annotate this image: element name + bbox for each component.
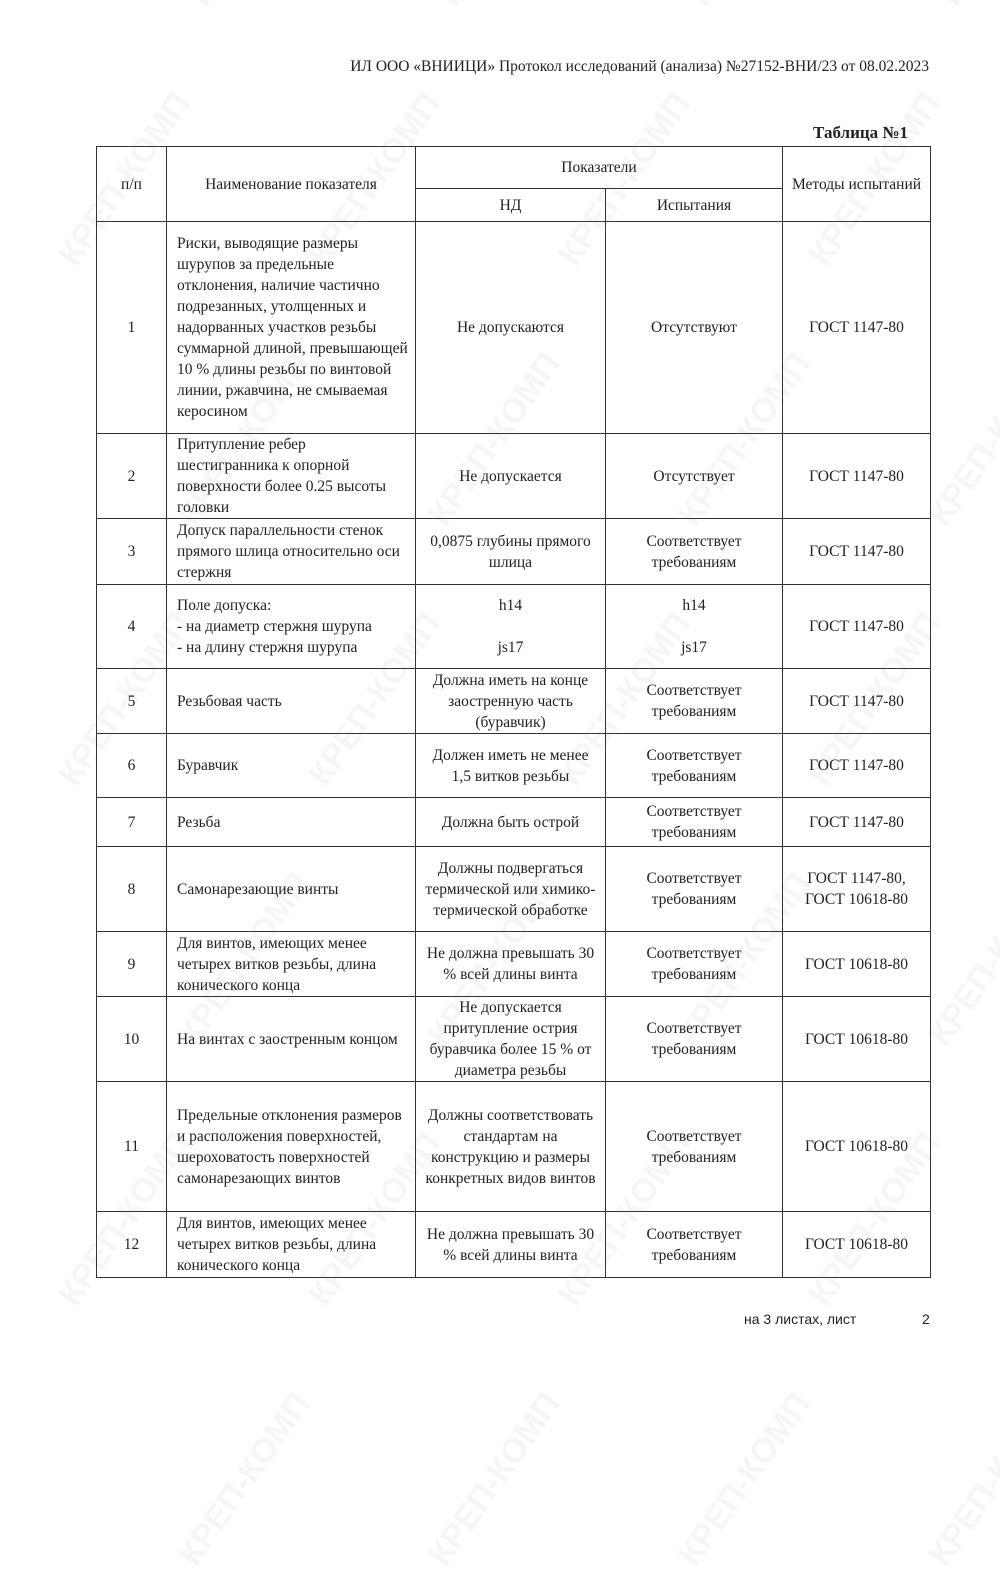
col-name-header: Наименование показателя [167, 147, 416, 222]
test-method: ГОСТ 10618-80 [783, 1212, 931, 1278]
test-result: Соответствует требованиям [606, 1082, 783, 1212]
indicator-name: Предельные отклонения размеров и расположения поверхностей, шероховатость поверхностей самонарезающих винтов [167, 1082, 416, 1212]
table-row [97, 434, 931, 519]
table-row [97, 1212, 931, 1278]
watermark [431, 0, 579, 13]
table-row [97, 798, 931, 847]
row-number: 11 [97, 1082, 167, 1212]
table-row [97, 932, 931, 997]
nd-value: Должны соответствовать стандартам на конструкцию и размеры конкретных видов винтов [416, 1082, 606, 1212]
nd-value: Должна быть острой [416, 798, 606, 847]
indicator-name: Притупление ребер шестигранника к опорной поверхности более 0.25 высоты головки [167, 434, 416, 519]
test-result: Соответствует требованиям [606, 932, 783, 997]
indicator-name: Резьбовая часть [167, 669, 416, 734]
test-result: Соответствует требованиям [606, 847, 783, 932]
indicator-name: Поле допуска: - на диаметр стержня шурупа - на длину стержня шурупа [167, 585, 416, 669]
nd-value: Должна иметь на конце заостренную часть (буравчик) [416, 669, 606, 734]
watermark [931, 0, 1000, 13]
table-row [97, 222, 931, 434]
nd-value: Не допускается [416, 434, 606, 519]
page-number: 2 [922, 1311, 930, 1327]
indicator-name: Риски, выводящие размеры шурупов за предельные отклонения, наличие частично подрезанных, утолщенных и надорванных участков резьбы суммарной длиной, превышающей 10 % длины резьбы по винтовой линии, ржавчина, не смываемая керосином [167, 222, 416, 434]
table-row [97, 847, 931, 932]
test-result: Соответствует требованиям [606, 734, 783, 798]
table-row [97, 669, 931, 734]
table-title: Таблица №1 [813, 123, 908, 142]
row-number: 5 [97, 669, 167, 734]
indicator-name: Буравчик [167, 734, 416, 798]
watermark [921, 346, 1000, 534]
test-result: Соответствует требованиям [606, 997, 783, 1082]
row-number: 3 [97, 519, 167, 585]
row-number: 7 [97, 798, 167, 847]
test-method: ГОСТ 1147-80 [783, 434, 931, 519]
test-result: Соответствует требованиям [606, 798, 783, 847]
test-result: h14 js17 [606, 585, 783, 669]
test-result: Соответствует требованиям [606, 1212, 783, 1278]
nd-value: Не должна превышать 30 % всей длины винта [416, 932, 606, 997]
indicator-name: Для винтов, имеющих менее четырех витков резьбы, длина конического конца [167, 1212, 416, 1278]
row-number: 6 [97, 734, 167, 798]
test-result: Отсутствует [606, 434, 783, 519]
watermark [921, 1386, 1000, 1573]
test-method: ГОСТ 1147-80 [783, 519, 931, 585]
indicator-name: Для винтов, имеющих менее четырех витков резьбы, длина конического конца [167, 932, 416, 997]
test-result: Соответствует требованиям [606, 669, 783, 734]
row-number: 9 [97, 932, 167, 997]
nd-value: Не допускается притупление острия буравчика более 15 % от диаметра резьбы [416, 997, 606, 1082]
table-row [97, 585, 931, 669]
footer-sheets: на 3 листах, лист [744, 1311, 857, 1327]
test-method: ГОСТ 1147-80 [783, 585, 931, 669]
row-number: 8 [97, 847, 167, 932]
row-number: 10 [97, 997, 167, 1082]
row-number: 1 [97, 222, 167, 434]
test-result: Отсутствуют [606, 222, 783, 434]
watermark [0, 0, 79, 13]
watermark [171, 1386, 319, 1573]
watermark [681, 0, 829, 13]
indicator-name: На винтах с заостренным концом [167, 997, 416, 1082]
table-row [97, 519, 931, 585]
results-table [96, 146, 931, 1278]
col-methods-header: Методы испытаний [783, 147, 931, 222]
indicator-name: Самонарезающие винты [167, 847, 416, 932]
col-test-header: Испытания [606, 189, 783, 222]
watermark [671, 1386, 819, 1573]
table-row [97, 997, 931, 1082]
watermark [921, 866, 1000, 1054]
col-nd-header: НД [416, 189, 606, 222]
test-method: ГОСТ 1147-80, ГОСТ 10618-80 [783, 847, 931, 932]
test-method: ГОСТ 1147-80 [783, 798, 931, 847]
table-row [97, 734, 931, 798]
row-number: 2 [97, 434, 167, 519]
row-number: 12 [97, 1212, 167, 1278]
indicator-name: Резьба [167, 798, 416, 847]
watermark [421, 1386, 569, 1573]
test-method: ГОСТ 10618-80 [783, 932, 931, 997]
test-result: Соответствует требованиям [606, 519, 783, 585]
nd-value: Должны подвергаться термической или химико-термической обработке [416, 847, 606, 932]
nd-value: Не должна превышать 30 % всей длины винта [416, 1212, 606, 1278]
nd-value: Не допускаются [416, 222, 606, 434]
test-method: ГОСТ 1147-80 [783, 222, 931, 434]
nd-value: 0,0875 глубины прямого шлица [416, 519, 606, 585]
nd-value: h14 js17 [416, 585, 606, 669]
test-method: ГОСТ 1147-80 [783, 669, 931, 734]
test-method: ГОСТ 1147-80 [783, 734, 931, 798]
table-row [97, 1082, 931, 1212]
col-indicators-header: Показатели [416, 147, 783, 189]
row-number: 4 [97, 585, 167, 669]
indicator-name: Допуск параллельности стенок прямого шлица относительно оси стержня [167, 519, 416, 585]
test-method: ГОСТ 10618-80 [783, 997, 931, 1082]
watermark [181, 0, 329, 13]
nd-value: Должен иметь не менее 1,5 витков резьбы [416, 734, 606, 798]
test-method: ГОСТ 10618-80 [783, 1082, 931, 1212]
col-num-header: п/п [97, 147, 167, 222]
document-header: ИЛ ООО «ВНИИЦИ» Протокол исследований (анализа) №27152-ВНИ/23 от 08.02.2023 [350, 58, 929, 75]
